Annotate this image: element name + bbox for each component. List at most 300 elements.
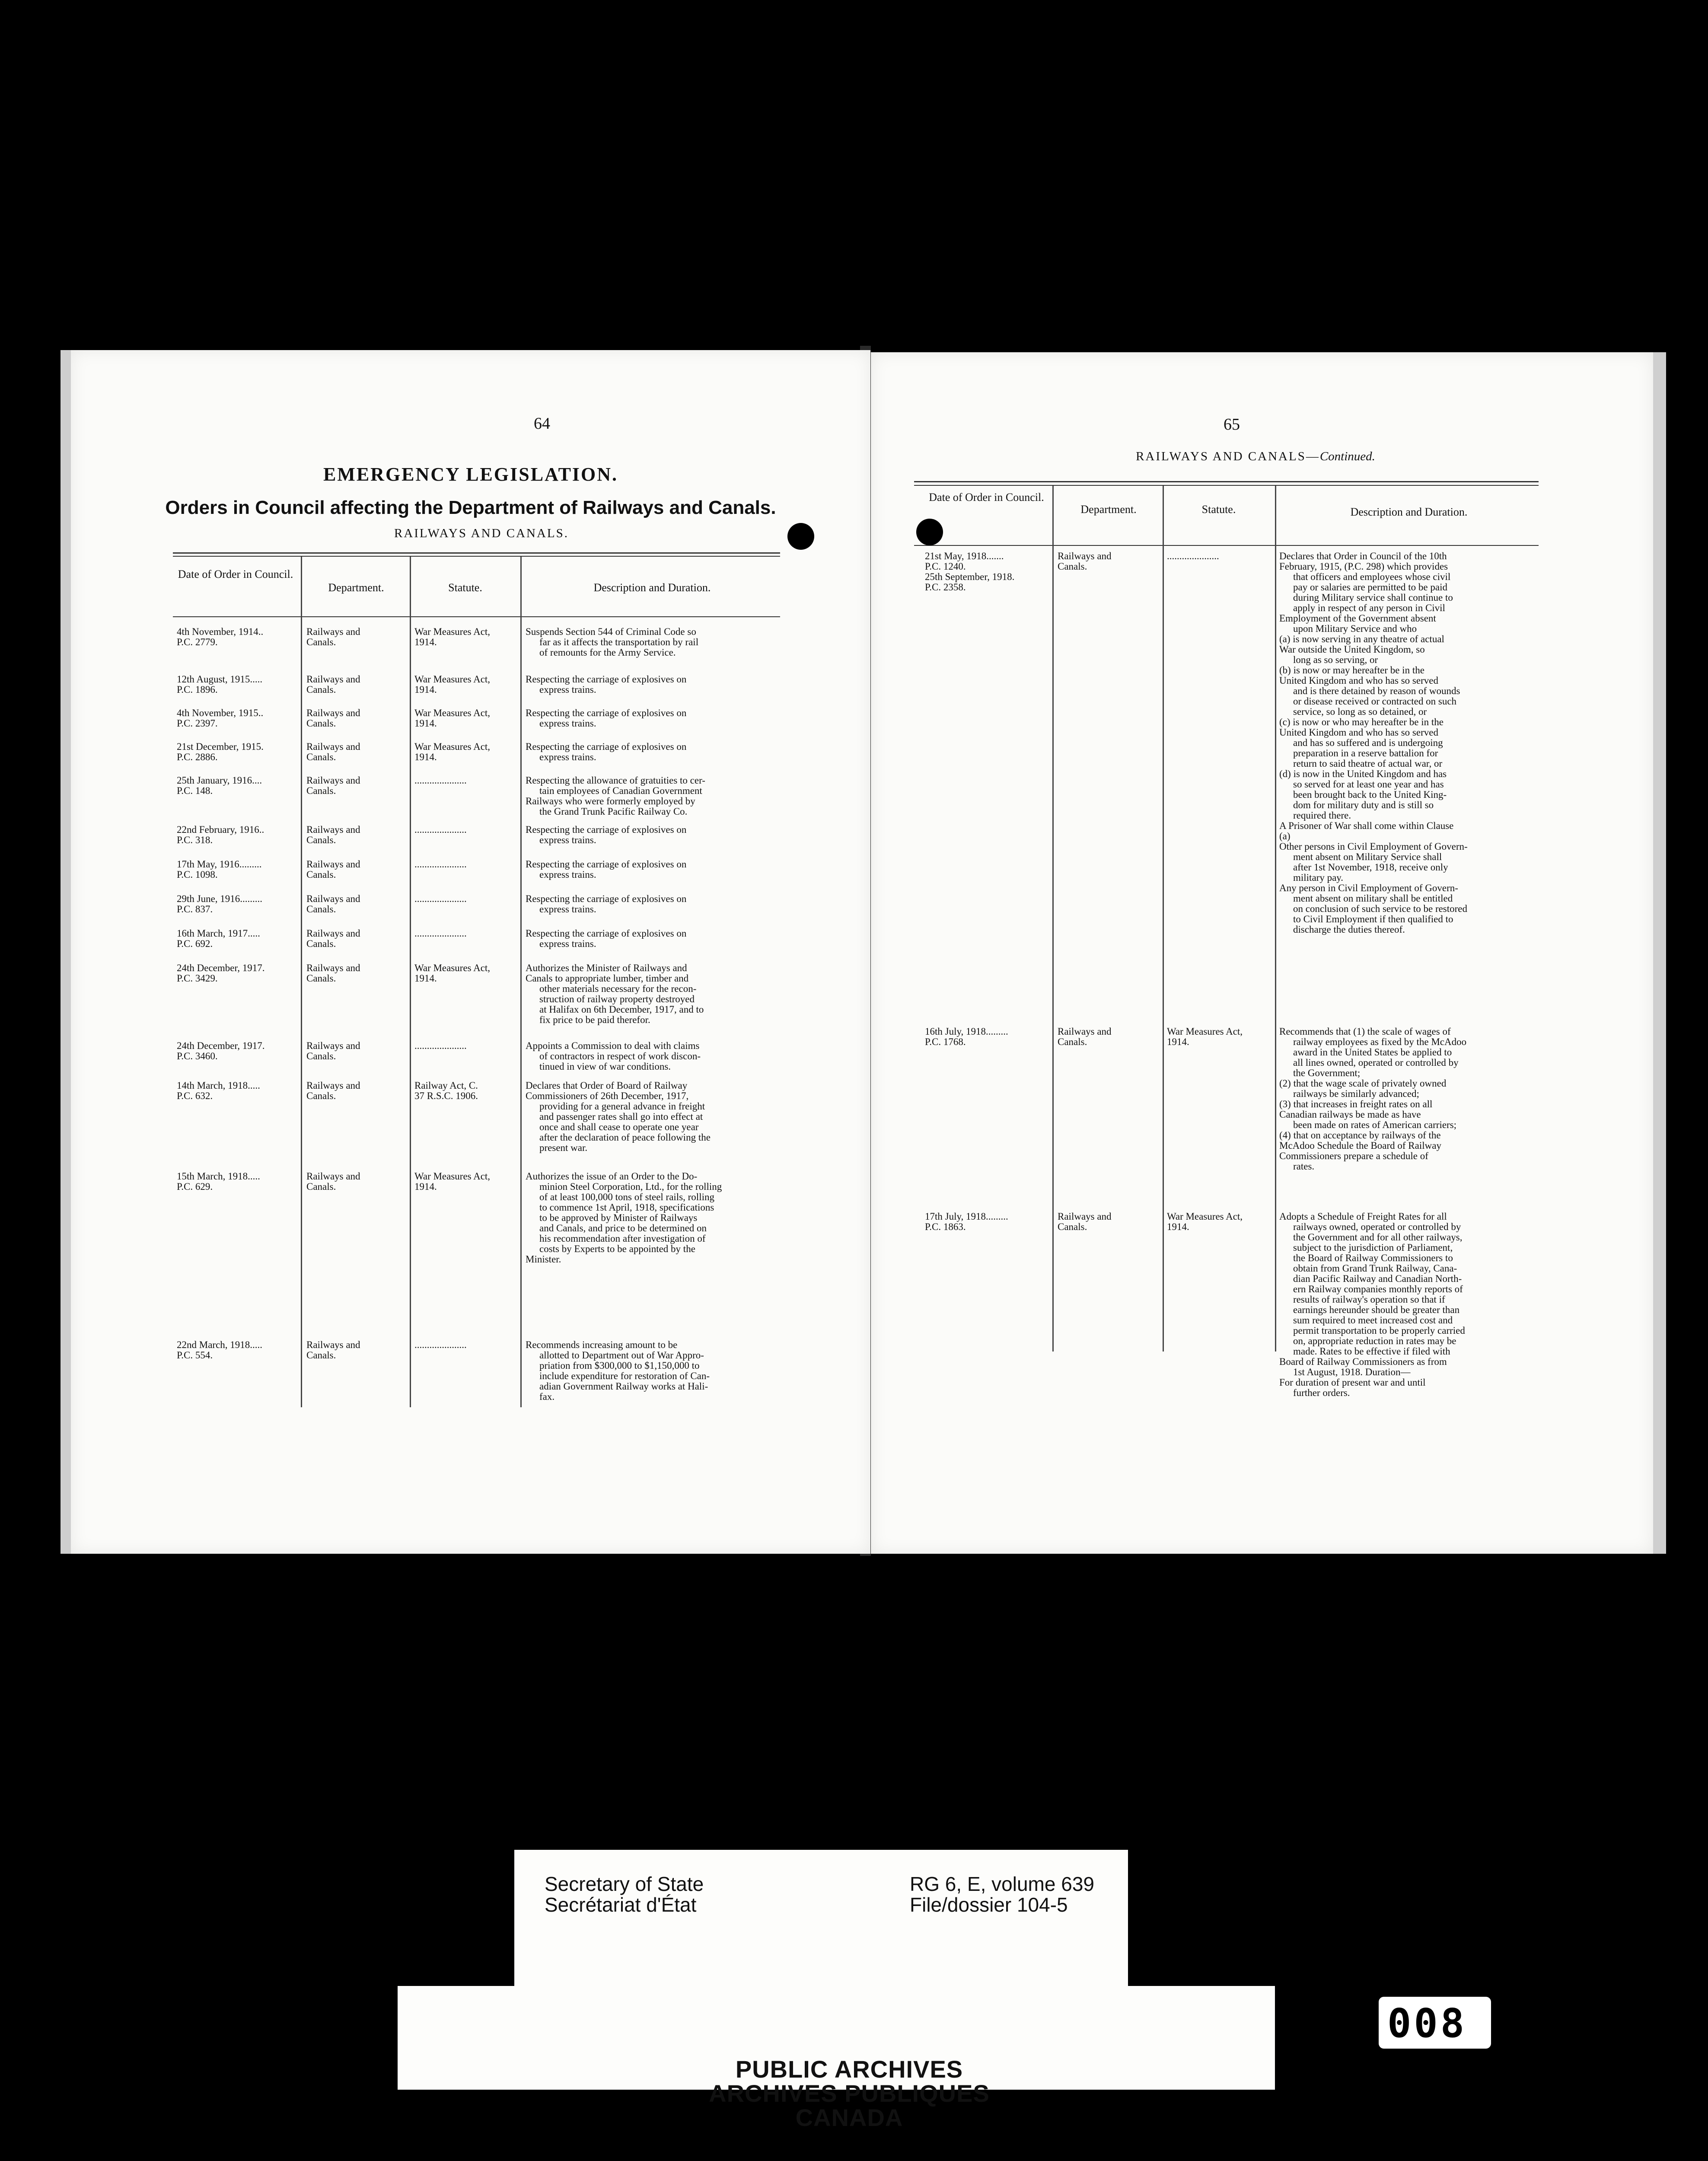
row-statute [414, 1171, 519, 1192]
cell-line: P.C. 3429. [177, 973, 218, 984]
cell-line: 1914. [414, 1181, 437, 1192]
cell-line: and passenger rates shall go into effect at [539, 1111, 703, 1122]
row-statute [414, 825, 519, 835]
column-divider [1163, 486, 1164, 1351]
cell-line: service, so long as so detained, or [1293, 706, 1427, 717]
cell-line: the Government and for all other railways, [1293, 1232, 1463, 1243]
cell-line: 24th December, 1917. [177, 1040, 265, 1051]
row-date [177, 775, 300, 796]
cell-line: 21st December, 1915. [177, 741, 264, 752]
cell-line: Appoints a Commission to deal with claims [526, 1040, 700, 1051]
cell-line: (b) is now or may hereafter be in the [1279, 665, 1424, 676]
cell-line: to be approved by Minister of Railways [539, 1212, 698, 1223]
section-label: RAILWAYS AND CANALS— [1136, 449, 1320, 463]
cell-line: Railways who were formerly employed by [526, 796, 695, 806]
row-date [177, 742, 300, 762]
cell-line: required there. [1293, 810, 1351, 821]
cell-line: Railways and [306, 928, 360, 939]
header-description: Description and Duration. [1350, 506, 1468, 518]
row-date [177, 1340, 300, 1361]
cell-line: 1914. [414, 637, 437, 647]
left-page [61, 350, 870, 1554]
row-department [306, 859, 408, 880]
header-date: Date of Order in Council. [929, 491, 1044, 504]
stamp-line-2: ARCHIVES PUBLIQUES [709, 2080, 990, 2107]
page-number: 65 [1224, 415, 1240, 433]
row-description [526, 928, 778, 949]
cell-line: Canadian railways be made as have [1279, 1109, 1421, 1120]
cell-line: 1914. [414, 684, 437, 695]
cell-line: Respecting the carriage of explosives on [526, 708, 687, 718]
cell-line: 1914. [414, 973, 437, 984]
row-description [526, 859, 778, 880]
cell-line: Respecting the carriage of explosives on [526, 928, 687, 939]
cell-line: Recommends increasing amount to be [526, 1339, 678, 1350]
column-divider [410, 557, 411, 1407]
cell-line: been made on rates of American carriers; [1293, 1119, 1457, 1130]
row-statute [414, 1080, 519, 1101]
cell-line: fax. [539, 1391, 555, 1402]
cell-line: (d) is now in the United Kingdom and has [1279, 768, 1447, 779]
label-file: File/dossier 104-5 [910, 1893, 1068, 1916]
cell-line: War Measures Act, [414, 674, 491, 685]
cell-line: and has so suffered and is undergoing [1293, 737, 1443, 748]
table-header-rule [914, 545, 1539, 546]
row-date [177, 1041, 300, 1061]
cell-line: Minister. [526, 1254, 561, 1265]
stamp-line-1: PUBLIC ARCHIVES [735, 2056, 963, 2083]
cell-line: 17th May, 1916......... [177, 859, 262, 870]
cell-line: further orders. [1293, 1387, 1350, 1398]
frame-counter [1379, 1997, 1491, 2049]
cell-line: minion Steel Corporation, Ltd., for the rolling [539, 1181, 722, 1192]
row-statute [414, 1340, 519, 1350]
cell-line: ern Railway companies monthly reports of [1293, 1284, 1463, 1294]
cell-line: 4th November, 1914.. [177, 626, 264, 637]
cell-line: so served for at least one year and has [1293, 779, 1444, 790]
cell-line: tinued in view of war conditions. [539, 1061, 671, 1072]
row-date [177, 825, 300, 845]
cell-line: the Board of Railway Commissioners to [1293, 1253, 1453, 1263]
cell-line: at Halifax on 6th December, 1917, and to [539, 1004, 704, 1015]
cell-line: Suspends Section 544 of Criminal Code so [526, 626, 696, 637]
cell-line: Canals. [306, 869, 336, 880]
cell-line: 17th July, 1918......... [925, 1211, 1008, 1222]
frame-number: 008 [1387, 2000, 1467, 2046]
cell-line: express trains. [539, 835, 596, 845]
cell-line: Canals. [1058, 1036, 1087, 1047]
cell-line: sum required to meet increased cost and [1293, 1315, 1453, 1326]
column-divider [520, 557, 522, 1407]
cell-line: For duration of present war and until [1279, 1377, 1426, 1388]
row-description [526, 674, 778, 695]
cell-line: Recommends that (1) the scale of wages of [1279, 1026, 1451, 1037]
cell-line: during Military service shall continue to [1293, 592, 1453, 603]
cell-line: Railways and [306, 1080, 360, 1091]
cell-line: War Measures Act, [414, 626, 491, 637]
cell-line: the Government; [1293, 1068, 1361, 1078]
cell-line: Railways and [306, 674, 360, 685]
label-reference: RG 6, E, volume 639 [910, 1873, 1094, 1895]
row-description [526, 708, 778, 729]
row-statute [414, 775, 519, 786]
column-divider [1275, 486, 1276, 1351]
cell-line: Canals. [1058, 561, 1087, 572]
row-department [306, 825, 408, 845]
cell-line: 1914. [1167, 1036, 1189, 1047]
row-description [526, 825, 778, 845]
cell-line: railways owned, operated or controlled by [1293, 1221, 1461, 1232]
header-statute: Statute. [1201, 503, 1236, 516]
cell-line: long as so serving, or [1293, 654, 1378, 665]
row-description [1279, 551, 1539, 935]
cell-line: discharge the duties thereof. [1293, 924, 1405, 935]
cell-line: 16th July, 1918......... [925, 1026, 1008, 1037]
cell-line: express trains. [539, 718, 596, 729]
row-description [526, 1080, 778, 1153]
cell-line: War Measures Act, [414, 963, 491, 973]
cell-line: War Measures Act, [1167, 1211, 1243, 1222]
row-date [177, 627, 300, 647]
cell-line: to commence 1st April, 1918, specifications [539, 1202, 714, 1213]
cell-line: Railways and [1058, 1211, 1112, 1222]
cell-line: Respecting the carriage of explosives on [526, 859, 687, 870]
cell-line: ..................... [414, 1339, 467, 1350]
table-rule-top [914, 481, 1539, 482]
cell-line: return to said theatre of actual war, or [1293, 758, 1443, 769]
row-date [177, 963, 300, 984]
cell-line: permit transportation to be properly carried [1293, 1325, 1465, 1336]
cell-line: 16th March, 1917..... [177, 928, 260, 939]
cell-line: United Kingdom and who has so served [1279, 727, 1438, 738]
cell-line: Canals. [306, 904, 336, 915]
cell-line: on, appropriate reduction in rates may be [1293, 1335, 1456, 1346]
cell-line: Canals. [306, 1090, 336, 1101]
cell-line: all lines owned, operated or controlled by [1293, 1057, 1459, 1068]
cell-line: Railways and [1058, 551, 1112, 561]
archives-stamp [579, 2057, 1119, 2130]
cell-line: Canals. [306, 637, 336, 647]
row-description [526, 1340, 778, 1402]
cell-line: after the declaration of peace following the [539, 1132, 711, 1143]
row-statute [414, 708, 519, 729]
cell-line: War Measures Act, [414, 708, 491, 718]
column-divider [301, 557, 302, 1407]
cell-line: 21st May, 1918....... [925, 551, 1004, 561]
row-statute [414, 894, 519, 904]
row-statute [414, 1041, 519, 1051]
cell-line: Railways and [306, 626, 360, 637]
cell-line: made. Rates to be effective if filed with [1293, 1346, 1450, 1357]
cell-line: (a) [1279, 831, 1291, 841]
row-date [177, 674, 300, 695]
cell-line: Railways and [306, 859, 360, 870]
row-department [306, 894, 408, 915]
section-title: RAILWAYS AND CANALS. [394, 526, 569, 540]
cell-line: railway employees as fixed by the McAdoo [1293, 1036, 1467, 1047]
cell-line: 1914. [414, 718, 437, 729]
row-date [925, 1026, 1050, 1047]
row-statute [1167, 551, 1274, 561]
row-department [306, 1041, 408, 1061]
cell-line: Respecting the carriage of explosives on [526, 741, 687, 752]
cell-line: P.C. 318. [177, 835, 213, 845]
cell-line: after 1st November, 1918, receive only [1293, 862, 1448, 873]
cell-line: War outside the United Kingdom, so [1279, 644, 1425, 655]
cell-line: Railways and [1058, 1026, 1112, 1037]
cell-line: 12th August, 1915..... [177, 674, 263, 685]
table-rule-top-2 [173, 556, 780, 557]
cell-line: Respecting the carriage of explosives on [526, 824, 687, 835]
row-date [177, 708, 300, 729]
cell-line: (2) that the wage scale of privately owned [1279, 1078, 1447, 1089]
header-date: Date of Order in Council. [178, 568, 293, 580]
row-department [306, 775, 408, 796]
punch-hole [916, 519, 943, 545]
cell-line: ..................... [414, 928, 467, 939]
cell-line: subject to the jurisdiction of Parliament, [1293, 1242, 1453, 1253]
cell-line: 24th December, 1917. [177, 963, 265, 973]
cell-line: 15th March, 1918..... [177, 1171, 260, 1182]
row-department [1058, 1211, 1161, 1232]
row-department [306, 1340, 408, 1361]
cell-line: and Canals, and price to be determined on [539, 1223, 707, 1233]
cell-line: Canals. [306, 1181, 336, 1192]
header-department: Department. [328, 581, 384, 594]
cell-line: been brought back to the United King- [1293, 789, 1447, 800]
cell-line: once and shall cease to operate one year [539, 1122, 699, 1132]
cell-line: tain employees of Canadian Government [539, 785, 702, 796]
cell-line: Railways and [306, 963, 360, 973]
row-statute [414, 963, 519, 984]
main-title: EMERGENCY LEGISLATION. [323, 464, 618, 485]
cell-line: ..................... [1167, 551, 1219, 561]
cell-line: Canals. [306, 718, 336, 729]
header-description: Description and Duration. [593, 581, 711, 594]
row-description [526, 775, 778, 817]
cell-line: P.C. 2358. [925, 582, 966, 593]
cell-line: Canals. [306, 973, 336, 984]
cell-line: the Grand Trunk Pacific Railway Co. [539, 806, 688, 817]
row-department [306, 674, 408, 695]
row-statute [1167, 1211, 1274, 1232]
header-department: Department. [1080, 503, 1137, 516]
table-rule-top-2 [914, 485, 1539, 486]
cell-line: P.C. 837. [177, 904, 213, 915]
cell-line: and is there detained by reason of wounds [1293, 685, 1460, 696]
cell-line: P.C. 148. [177, 785, 213, 796]
cell-line: Canals. [306, 752, 336, 762]
section-continued: Continued. [1319, 449, 1375, 463]
cell-line: War Measures Act, [414, 741, 491, 752]
row-description [526, 894, 778, 915]
cell-line: P.C. 2886. [177, 752, 218, 762]
sub-title: Orders in Council affecting the Department of Railways and Canals. [165, 497, 776, 518]
row-statute [414, 928, 519, 939]
cell-line: P.C. 1863. [925, 1221, 966, 1232]
cell-line: 22nd February, 1916.. [177, 824, 264, 835]
cell-line: preparation in a reserve battalion for [1293, 748, 1438, 759]
cell-line: Canals. [306, 684, 336, 695]
table-rule-top [173, 552, 780, 554]
cell-line: struction of railway property destroyed [539, 994, 695, 1004]
cell-line: P.C. 1768. [925, 1036, 966, 1047]
cell-line: P.C. 629. [177, 1181, 213, 1192]
cell-line: February, 1915, (P.C. 298) which provides [1279, 561, 1448, 572]
cell-line: providing for a general advance in freight [539, 1101, 705, 1112]
row-statute [414, 859, 519, 870]
cell-line: Declares that Order in Council of the 10th [1279, 551, 1447, 561]
cell-line: ment absent on Military Service shall [1293, 851, 1442, 862]
cell-line: ..................... [414, 775, 467, 786]
row-description [526, 963, 778, 1025]
cell-line: Any person in Civil Employment of Govern- [1279, 883, 1458, 893]
cell-line: allotted to Department out of War Appro- [539, 1350, 704, 1361]
cell-line: United Kingdom and who has so served [1279, 675, 1438, 686]
cell-line: rates. [1293, 1161, 1315, 1172]
row-description [1279, 1026, 1539, 1172]
cell-line: 14th March, 1918..... [177, 1080, 260, 1091]
cell-line: ..................... [414, 1040, 467, 1051]
cell-line: ment absent on military shall be entitled [1293, 893, 1453, 904]
cell-line: military pay. [1293, 872, 1344, 883]
cell-line: P.C. 554. [177, 1350, 213, 1361]
cell-line: apply in respect of any person in Civil [1293, 602, 1445, 613]
row-date [925, 551, 1050, 593]
row-department [306, 708, 408, 729]
cell-line: express trains. [539, 869, 596, 880]
cell-line: War Measures Act, [1167, 1026, 1243, 1037]
cell-line: Other persons in Civil Employment of Govern- [1279, 841, 1468, 852]
cell-line: far as it affects the transportation by rail [539, 637, 699, 647]
cell-line: 25th September, 1918. [925, 571, 1015, 582]
punch-hole [787, 523, 814, 550]
cell-line: Declares that Order of Board of Railway [526, 1080, 688, 1091]
cell-line: ..................... [414, 893, 467, 904]
row-department [306, 1171, 408, 1192]
cell-line: 37 R.S.C. 1906. [414, 1090, 478, 1101]
cell-line: Railways and [306, 1040, 360, 1051]
cell-line: dian Pacific Railway and Canadian North- [1293, 1273, 1462, 1284]
cell-line: Railways and [306, 775, 360, 786]
cell-line: present war. [539, 1142, 588, 1153]
row-date [177, 859, 300, 880]
row-date [925, 1211, 1050, 1232]
cell-line: A Prisoner of War shall come within Clause [1279, 820, 1454, 831]
cell-line: costs by Experts to be appointed by the [539, 1243, 695, 1254]
cell-line: P.C. 692. [177, 938, 213, 949]
cell-line: Canals. [306, 1350, 336, 1361]
row-description [526, 742, 778, 762]
cell-line: of at least 100,000 tons of steel rails, rolling [539, 1192, 714, 1202]
cell-line: award in the United States be applied to [1293, 1047, 1452, 1058]
cell-line: upon Military Service and who [1293, 623, 1417, 634]
cell-line: Canals. [1058, 1221, 1087, 1232]
label-issuer-en: Secretary of State [545, 1873, 704, 1895]
cell-line: (3) that increases in freight rates on all [1279, 1099, 1433, 1109]
cell-line: of contractors in respect of work discon- [539, 1051, 701, 1061]
page-number: 64 [534, 414, 550, 433]
cell-line: Railways and [306, 824, 360, 835]
cell-line: 29th June, 1916......... [177, 893, 263, 904]
cell-line: Railways and [306, 741, 360, 752]
row-statute [414, 627, 519, 647]
row-date [177, 928, 300, 949]
cell-line: express trains. [539, 684, 596, 695]
label-issuer-fr: Secrétariat d'État [545, 1893, 697, 1916]
cell-line: ..................... [414, 824, 467, 835]
cell-line: Canals. [306, 938, 336, 949]
row-statute [414, 742, 519, 762]
cell-line: P.C. 1240. [925, 561, 966, 572]
cell-line: Authorizes the issue of an Order to the Do- [526, 1171, 698, 1182]
cell-line: P.C. 3460. [177, 1051, 218, 1061]
table-header-rule [173, 616, 780, 617]
cell-line: his recommendation after investigation of [539, 1233, 706, 1244]
stamp-line-3: CANADA [795, 2104, 903, 2131]
cell-line: Authorizes the Minister of Railways and [526, 963, 687, 973]
row-department [1058, 1026, 1161, 1047]
cell-line: Respecting the carriage of explosives on [526, 674, 687, 685]
cell-line: (4) that on acceptance by railways of the [1279, 1130, 1441, 1141]
cell-line: Canals. [306, 1051, 336, 1061]
cell-line: Canals. [306, 785, 336, 796]
cell-line: include expenditure for restoration of Can- [539, 1371, 710, 1381]
cell-line: 1914. [1167, 1221, 1189, 1232]
cell-line: 1914. [414, 752, 437, 762]
cell-line: 4th November, 1915.. [177, 708, 264, 718]
cell-line: fix price to be paid therefor. [539, 1014, 650, 1025]
row-date [177, 1080, 300, 1101]
cell-line: or disease received or contracted on such [1293, 696, 1457, 707]
cell-line: express trains. [539, 938, 596, 949]
cell-line: P.C. 1896. [177, 684, 218, 695]
cell-line: P.C. 2397. [177, 718, 218, 729]
cell-line: earnings hereunder should be greater than [1293, 1304, 1460, 1315]
cell-line: McAdoo Schedule the Board of Railway [1279, 1140, 1441, 1151]
row-date [177, 894, 300, 915]
cell-line: dom for military duty and is still so [1293, 800, 1434, 810]
row-description [526, 1171, 778, 1265]
row-department [306, 928, 408, 949]
archive-label-card [514, 1850, 1128, 2036]
row-department [306, 963, 408, 984]
cell-line: pay or salaries are permitted to be paid [1293, 582, 1447, 593]
cell-line: P.C. 2779. [177, 637, 218, 647]
cell-line: on conclusion of such service to be restored [1293, 903, 1468, 914]
cell-line: 22nd March, 1918..... [177, 1339, 263, 1350]
row-date [177, 1171, 300, 1192]
cell-line: ..................... [414, 859, 467, 870]
cell-line: results of railway's operation so that if [1293, 1294, 1445, 1305]
row-department [306, 627, 408, 647]
cell-line: (c) is now or who may hereafter be in the [1279, 717, 1444, 727]
cell-line: obtain from Grand Trunk Railway, Cana- [1293, 1263, 1457, 1274]
row-description [526, 1041, 778, 1072]
cell-line: Respecting the carriage of explosives on [526, 893, 687, 904]
row-department [1058, 551, 1161, 572]
cell-line: 25th January, 1916.... [177, 775, 262, 786]
cell-line: Railways and [306, 893, 360, 904]
cell-line: priation from $300,000 to $1,150,000 to [539, 1360, 700, 1371]
cell-line: Employment of the Government absent [1279, 613, 1436, 624]
cell-line: express trains. [539, 904, 596, 915]
cell-line: that officers and employees whose civil [1293, 571, 1451, 582]
cell-line: of remounts for the Army Service. [539, 647, 676, 658]
row-statute [414, 674, 519, 695]
column-divider [1052, 486, 1054, 1351]
cell-line: Respecting the allowance of gratuities to cer- [526, 775, 705, 786]
